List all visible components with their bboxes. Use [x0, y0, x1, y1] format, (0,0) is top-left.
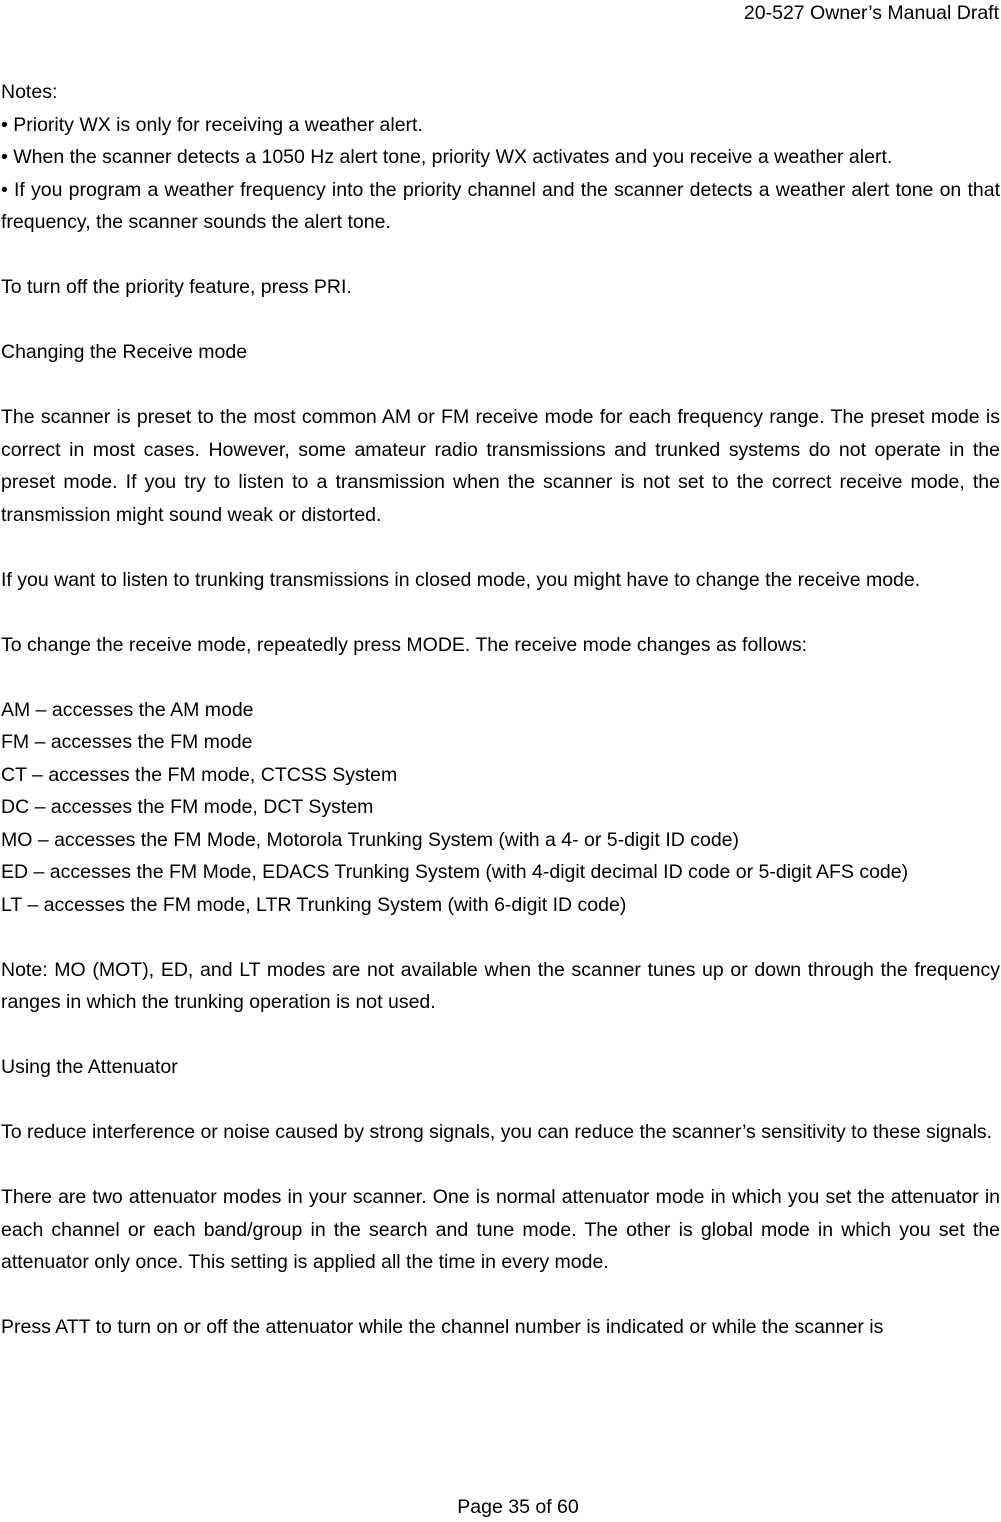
- note-item: • If you program a weather frequency into the priority channel and the scanner detects a weather alert tone on that frequency, the scanner sounds the alert tone.: [1, 178, 1000, 233]
- document-title: 20-527 Owner’s Manual Draft: [743, 2, 999, 24]
- mode-note-paragraph: Note: MO (MOT), ED, and LT modes are not available when the scanner tunes up or down through the frequency ranges in which the trunking operation is not used.: [1, 958, 1000, 1013]
- attenuator-paragraph: Press ATT to turn on or off the attenuator while the channel number is indicated or while the scanner is: [1, 1316, 884, 1338]
- page-content: [1, 76, 1000, 1376]
- receive-mode-paragraph: If you want to listen to trunking transmissions in closed mode, you might have to change the receive mode.: [1, 568, 921, 591]
- mode-list-item: CT – accesses the FM mode, CTCSS System: [1, 763, 398, 786]
- mode-list: [1, 694, 1000, 922]
- notes-section: [1, 76, 1000, 239]
- notes-heading: Notes:: [1, 81, 58, 103]
- page-number: Page 35 of 60: [457, 1496, 579, 1518]
- receive-mode-paragraph: The scanner is preset to the most common AM or FM receive mode for each frequency range. The preset mode is correct in most cases. However, some amateur radio transmissions and trunked systems do not operate in the preset mode. If you try to listen to a transmission when the scanner is not set to the correct receive mode, the transmission might sound weak or distorted.: [1, 406, 1000, 526]
- note-item: • Priority WX is only for receiving a weather alert.: [1, 113, 423, 136]
- mode-list-item: MO – accesses the FM Mode, Motorola Trunking System (with a 4- or 5-digit ID code): [1, 828, 740, 851]
- receive-mode-paragraph: To change the receive mode, repeatedly press MODE. The receive mode changes as follows:: [1, 633, 808, 656]
- attenuator-paragraph: There are two attenuator modes in your scanner. One is normal attenuator mode in which you set the attenuator in each channel or each band/group in the search and tune mode. The other is global mode in which you set the attenuator only once. This setting is applied all the time in every mode.: [1, 1186, 1000, 1273]
- mode-list-item: FM – accesses the FM mode: [1, 731, 253, 753]
- receive-mode-heading: Changing the Receive mode: [1, 341, 248, 363]
- attenuator-heading: Using the Attenuator: [1, 1056, 178, 1078]
- note-item: • When the scanner detects a 1050 Hz alert tone, priority WX activates and you receive a weather alert.: [1, 146, 893, 168]
- mode-list-item: DC – accesses the FM mode, DCT System: [1, 796, 374, 818]
- mode-list-item: LT – accesses the FM mode, LTR Trunking System (with 6-digit ID code): [1, 893, 627, 916]
- attenuator-paragraph: To reduce interference or noise caused by strong signals, you can reduce the scanner’s sensitivity to these signals.: [1, 1121, 993, 1143]
- priority-off-paragraph: To turn off the priority feature, press PRI.: [1, 276, 352, 298]
- mode-list-item: AM – accesses the AM mode: [1, 698, 254, 721]
- mode-list-item: ED – accesses the FM Mode, EDACS Trunking System (with 4-digit decimal ID code or 5-digit AFS code): [1, 861, 909, 883]
